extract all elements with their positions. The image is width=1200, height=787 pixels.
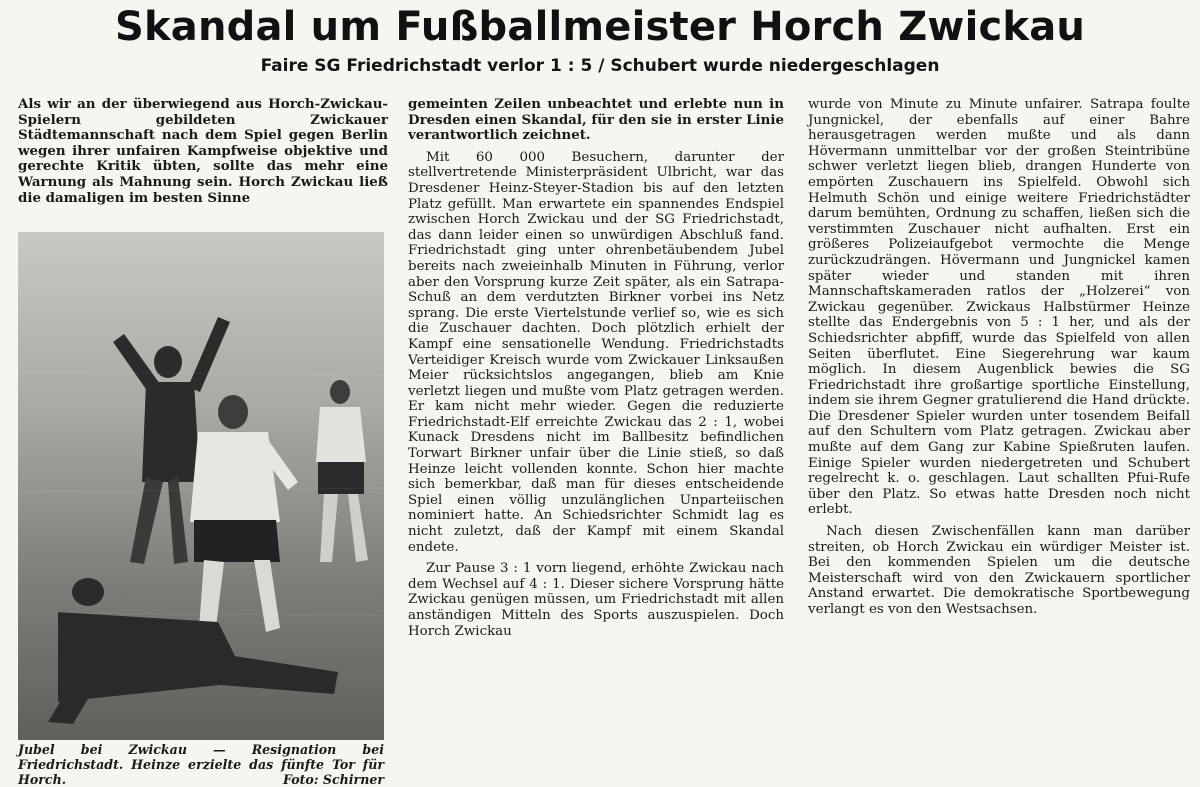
subheadline: Faire SG Friedrichstadt verlor 1 : 5 / Schubert wurde niedergeschlagen xyxy=(260,56,940,76)
photo-caption xyxy=(18,742,384,787)
caption-text: Jubel bei Zwickau — Resignation bei Friedrichstadt. Heinze erzielte das fünfte Tor für Horch. xyxy=(18,742,384,787)
body-paragraph-1: Mit 60 000 Besuchern, darunter der stellvertretende Ministerpräsident Ulbricht, war das Dresdener Heinz-Steyer-Stadion bis auf den letzten Platz gefüllt. Man erwartete ein spannendes Endspiel zwischen Horch Zwickau und der SG Friedrichstadt, das dann leider einen so unwürdigen Abschluß fand. Friedrichstadt ging unter ohrenbetäubendem Jubel bereits nach zweieinhalb Minuten in Führung, verlor aber den Vorsprung kurze Zeit später, als ein Satrapa-Schuß an dem verdutzten Birkner vorbei ins Netz sprang. Die erste Viertelstunde verlief so, wie es sich die Zuschauer dachten. Doch plötzlich erhielt der Kampf eine sensationelle Wendung. Friedrichstadts Verteidiger Kreisch wurde vom Zwickauer Linksaußen Meier rücksichtslos angegangen, blieb am Knie verletzt liegen und mußte vom Platz getragen werden. Er kam nicht mehr wieder. Gegen die reduzierte Friedrichstadt-Elf erreichte Zwickau das 2 : 1, wobei Kunack Dresdens nicht im Ballbesitz befindlichen Torwart Birkner unfair über die Linie stieß, so daß Heinze leicht vollenden konnte. Schon hier machte sich bemerkbar, daß man für dieses entscheidende Spiel einen völlig unzulänglichen Unparteiischen nominiert hatte. An Schiedsrichter Schmidt lag es nicht zuletzt, daß der Kampf mit einem Skandal endete. xyxy=(408,149,784,555)
body-paragraph-4: Nach diesen Zwischenfällen kann man darüber streiten, ob Horch Zwickau ein würdiger Meister ist. Bei den kommenden Spielen um die deutsche Meisterschaft wird von den Zwickauern sportlicher Anstand erwartet. Die demokratische Sportbewegung verlangt es von den Westsachsen. xyxy=(808,524,1190,617)
football-photo-illustration xyxy=(18,232,384,740)
column-3 xyxy=(808,97,1190,618)
column-2 xyxy=(408,97,784,639)
body-paragraph-3: wurde von Minute zu Minute unfairer. Satrapa foulte Jungnickel, der ebenfalls auf einer Bahre herausgetragen werden mußte und als dann Hövermann unmittelbar vor der großen Steintribüne schwer verletzt liegen blieb, drangen Hunderte von empörten Zuschauern ins Spielfeld. Obwohl sich Helmuth Schön und einige weitere Friedrichstädter darum bemühten, Ordnung zu schaffen, ließen sich die verstimmten Zuschauer nicht aufhalten. Erst ein größeres Polizeiaufgebot vermochte die Menge zurückzudrängen. Hövermann und Jungnickel kamen später wieder und standen mit ihren Mannschaftskameraden ratlos der „Holzerei“ von Zwickau gegenüber. Zwickaus Halbstürmer Heinze stellte das Endergebnis von 5 : 1 her, und als der Schiedsrichter abpfiff, wurde das Spielfeld von allen Seiten überflutet. Eine Siegerehrung war kaum möglich. In diesem Augenblick bewies die SG Friedrichstadt ihre großartige sportliche Einstellung, indem sie ihrem Gegner gratulierend die Hand drückte. Die Dresdener Spieler wurden unter tosendem Beifall auf den Schultern vom Platz getragen. Zwickau aber mußte auf dem Gang zur Kabine Spießruten laufen. Einige Spieler wurden niedergetreten und Schubert regelrecht k. o. geschlagen. Laut schallten Pfui-Rufe über den Platz. So etwas hatte Dresden noch nicht erlebt. xyxy=(808,97,1190,518)
match-photo xyxy=(18,232,384,740)
lead-text-1: Als wir an der überwiegend aus Horch-Zwickau-Spielern gebildeten Zwickauer Städtemannschaft nach dem Spiel gegen Berlin wegen ihrer unfairen Kampfweise objektive und gerechte Kritik übten, sollte das mehr eine Warnung als Mahnung sein. Horch Zwickau ließ die damaligen im besten Sinne xyxy=(18,96,388,206)
lead-text-2: gemeinten Zeilen unbeachtet und erlebte nun in Dresden einen Skandal, für den sie in erster Linie verantwortlich zeichnet. xyxy=(408,96,784,144)
lead-paragraph-part1 xyxy=(18,97,388,206)
photo-credit: Foto: Schirner xyxy=(282,772,384,787)
body-paragraph-2: Zur Pause 3 : 1 vorn liegend, erhöhte Zwickau nach dem Wechsel auf 4 : 1. Dieser sichere Vorsprung hätte Zwickau genügen müssen, um Friedrichstadt mit allen anständigen Mitteln des Sports auszuspielen. Doch Horch Zwickau xyxy=(408,561,784,639)
headline: Skandal um Fußballmeister Horch Zwickau xyxy=(114,4,1086,50)
